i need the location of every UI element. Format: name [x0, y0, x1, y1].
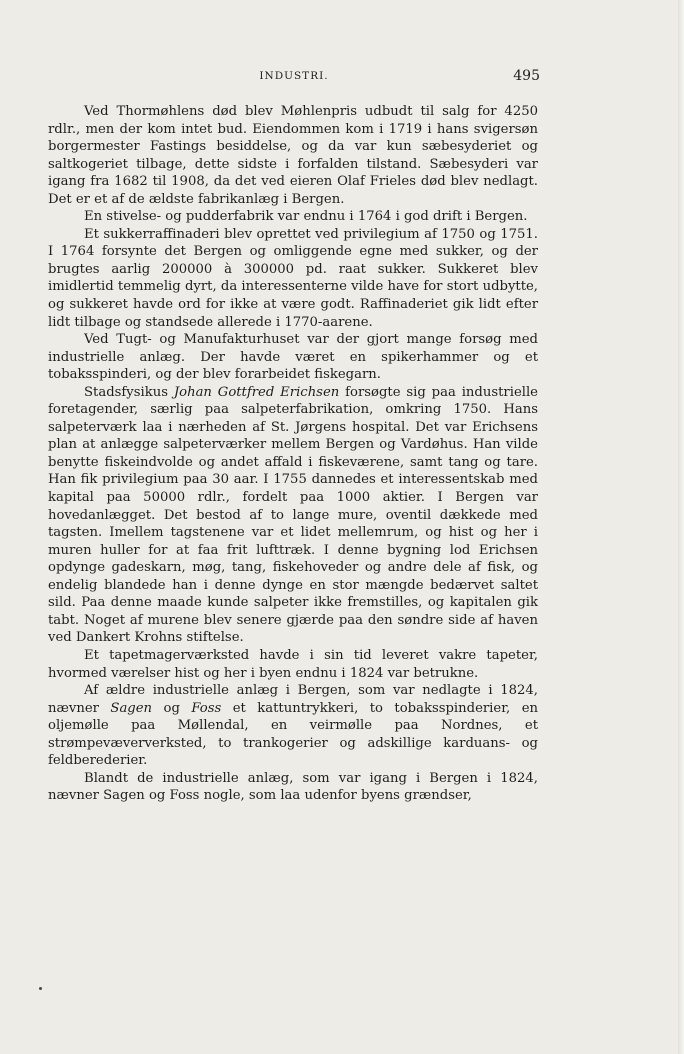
italic-name: Sagen — [110, 700, 153, 716]
paragraph — [48, 226, 538, 331]
paragraph-text: Ved Thormøhlens død blev Møhlenpris udbudt til salg for 4250 rdlr., men der kom intet bud. Eiendommen kom i 1719 i hans svigersøn borgermester Fastings besiddelse, og da var kun sæbesyderiet og saltkogeriet tilbage, dette sidste i forfalden tilstand. Sæbesyderi var igang fra 1682 til 1908, da det ved eieren Olaf Frieles død blev nedlagt. Det er et af de ældste fabrikanlæg i Bergen. — [48, 104, 538, 207]
paragraph — [48, 770, 538, 805]
paragraph-text: Blandt de industrielle anlæg, som var igang i Bergen i 1824, nævner Sagen og Foss nogle, som laa udenfor byens grændser, — [48, 770, 538, 804]
paragraph-text: En stivelse- og pudderfabrik var endnu i 1764 i god drift i Bergen. — [84, 209, 528, 225]
running-title: INDUSTRI. — [259, 70, 329, 82]
paragraph — [48, 647, 538, 682]
body-text — [48, 103, 538, 805]
italic-name: Johan Gottfred Erichsen — [173, 384, 340, 400]
page-edge — [678, 0, 684, 1054]
paragraph-text: et kattuntrykkeri, to tobaksspinderier, en oljemølle paa Møllendal, en veirmølle paa Nordnes, et strømpevæververksted, to trankogerier og adskillige karduans- og feldberederier. — [48, 700, 539, 769]
paragraph — [48, 331, 538, 384]
paragraph — [48, 208, 538, 226]
paragraph-text: Stadsfysikus — [84, 384, 174, 400]
paragraph-text: Ved Tugt- og Manufakturhuset var der gjort mange forsøg med industrielle anlæg. Der havde været en spikerhammer og et tobaksspinderi, og der blev forarbeidet fiskegarn. — [48, 332, 538, 383]
paragraph-text: Et tapetmagerværksted havde i sin tid leveret vakre tapeter, hvormed værelser hist og her i byen endnu i 1824 var betrukne. — [48, 647, 538, 681]
paragraph-text: og — [152, 700, 192, 716]
paragraph-text: Et sukkerraffinaderi blev oprettet ved privilegium af 1750 og 1751. I 1764 forsynte det Bergen og omliggende egne med sukker, og der brugtes aarlig 200000 à 300000 pd. raat sukker. Sukkeret blev imidlertid temmelig dyrt, da interessenterne vilde have for stort udbytte, og sukkeret havde ord for ikke at være godt. Raffinaderiet gik lidt efter lidt tilbage og standsede allerede i 1770-aarene. — [48, 226, 538, 330]
paragraph-text: Af ældre industrielle anlæg i Bergen, som var nedlagte i 1824, nævner — [48, 683, 538, 716]
running-head — [48, 70, 540, 88]
paragraph-text: forsøgte sig paa industrielle foretagender, særlig paa salpeterfabrikation, omkring 1750. Hans salpeterværk laa i nærheden af St. Jørgens hospital. Det var Erichsens plan at anlægge salpeterværker mellem Bergen og Vardøhus. Han vilde benytte fiskeindvolde og andet affald i fiskeværene, samt tang og tare. Han fik privilegium paa 30 aar. I 1755 dannedes et interessentskab med kapital paa 50000 rdlr., fordelt paa 1000 aktier. I Bergen var hovedanlægget. Det bestod af to lange mure, oventil dækkede med tagsten. Imellem tagstenene var et lidet mellemrum, og hist og her i muren huller for at faa frit lufttræk. I denne bygning lod Erichsen opdynge gadeskarn, møg, tang, fiskehoveder og andre dele af fisk, og endelig blandede han i denne dynge en stor mængde bedærvet saltet sild. Paa denne maade kunde salpeter ikke fremstilles, og kapitalen gik tabt. Noget af murene blev senere gjærde paa den søndre side af haven ved Dankert Krohns stiftelse. — [48, 384, 538, 646]
paragraph — [48, 682, 538, 770]
page-number: 495 — [513, 68, 540, 84]
italic-name: Foss — [191, 700, 222, 716]
paragraph — [48, 384, 538, 647]
paragraph — [48, 103, 538, 208]
print-speck — [39, 987, 42, 990]
